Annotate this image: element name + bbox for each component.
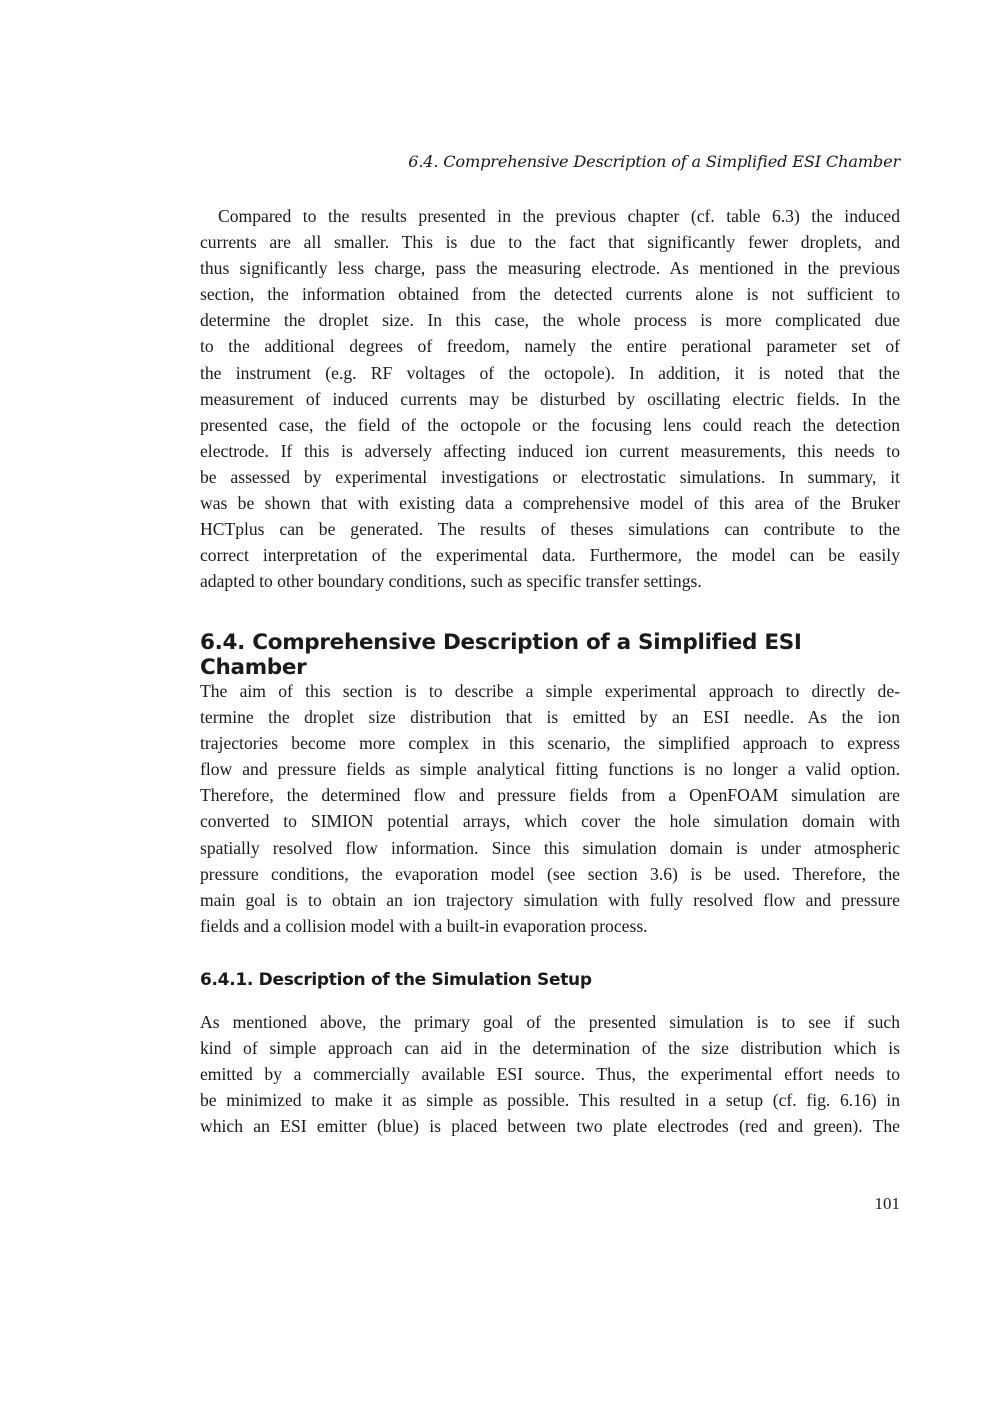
subsection-heading: 6.4.1. Description of the Simulation Setup bbox=[200, 970, 592, 990]
text-line: thus significantly less charge, pass the measuring electrode. As mentioned in the previous bbox=[200, 258, 900, 279]
text-line: Compared to the results presented in the previous chapter (cf. table 6.3) the induced bbox=[218, 206, 900, 226]
text-line: to the additional degrees of freedom, namely the entire perational parameter set of bbox=[200, 336, 900, 357]
text-line: which an ESI emitter (blue) is placed between two plate electrodes (red and green). The bbox=[200, 1116, 900, 1137]
text-line: adapted to other boundary conditions, such as specific transfer settings. bbox=[200, 571, 702, 592]
text-line: be assessed by experimental investigations or electrostatic simulations. In summary, it bbox=[200, 466, 900, 487]
section-heading: 6.4. Comprehensive Description of a Simplified ESI Chamber bbox=[200, 630, 802, 680]
text-line: measurement of induced currents may be disturbed by oscillating electric fields. In the bbox=[200, 388, 900, 409]
text-line: spatially resolved flow information. Since this simulation domain is under atmospheric bbox=[200, 837, 900, 858]
text-line: was be shown that with existing data a comprehensive model of this area of the Bruker bbox=[200, 493, 900, 514]
text-line: currents are all smaller. This is due to the fact that significantly fewer droplets, and bbox=[200, 232, 900, 253]
text-line: pressure conditions, the evaporation model (see section 3.6) is be used. Therefore, the bbox=[200, 863, 900, 884]
text-line: electrode. If this is adversely affecting induced ion current measurements, this needs to bbox=[200, 440, 900, 461]
text-line: be minimized to make it as simple as possible. This resulted in a setup (cf. fig. 6.16) in bbox=[200, 1090, 900, 1111]
text-line: fields and a collision model with a built-in evaporation process. bbox=[200, 915, 648, 936]
text-line: Therefore, the determined flow and pressure fields from a OpenFOAM simulation are bbox=[200, 785, 900, 806]
text-line: termine the droplet size distribution that is emitted by an ESI needle. As the ion bbox=[200, 707, 900, 728]
text-line: the instrument (e.g. RF voltages of the octopole). In addition, it is noted that the bbox=[200, 362, 900, 383]
text-line: determine the droplet size. In this case, the whole process is more complicated due bbox=[200, 310, 900, 331]
paragraph-simulation-setup bbox=[200, 1009, 900, 1139]
text-line: converted to SIMION potential arrays, which cover the hole simulation domain with bbox=[200, 811, 900, 832]
running-header: 6.4. Comprehensive Description of a Simplified ESI Chamber bbox=[408, 152, 900, 171]
text-line: flow and pressure fields as simple analytical fitting functions is no longer a valid option. bbox=[200, 759, 900, 780]
text-line: The aim of this section is to describe a simple experimental approach to directly de- bbox=[200, 681, 900, 701]
text-line: kind of simple approach can aid in the determination of the size distribution which is bbox=[200, 1038, 900, 1059]
text-line: HCTplus can be generated. The results of theses simulations can contribute to the bbox=[200, 519, 900, 540]
paragraph-section-aim bbox=[200, 678, 900, 939]
text-line: section, the information obtained from the detected currents alone is not sufficient to bbox=[200, 284, 900, 305]
text-line: trajectories become more complex in this scenario, the simplified approach to express bbox=[200, 733, 900, 754]
text-line: presented case, the field of the octopole or the focusing lens could reach the detection bbox=[200, 414, 900, 435]
text-line: As mentioned above, the primary goal of the presented simulation is to see if such bbox=[200, 1012, 900, 1032]
text-line: correct interpretation of the experimental data. Furthermore, the model can be easily bbox=[200, 545, 900, 566]
page-number: 101 bbox=[874, 1194, 900, 1213]
text-line: main goal is to obtain an ion trajectory simulation with fully resolved flow and pressure bbox=[200, 889, 900, 910]
text-line: emitted by a commercially available ESI source. Thus, the experimental effort needs to bbox=[200, 1064, 900, 1085]
paragraph-induced-currents bbox=[200, 203, 900, 594]
